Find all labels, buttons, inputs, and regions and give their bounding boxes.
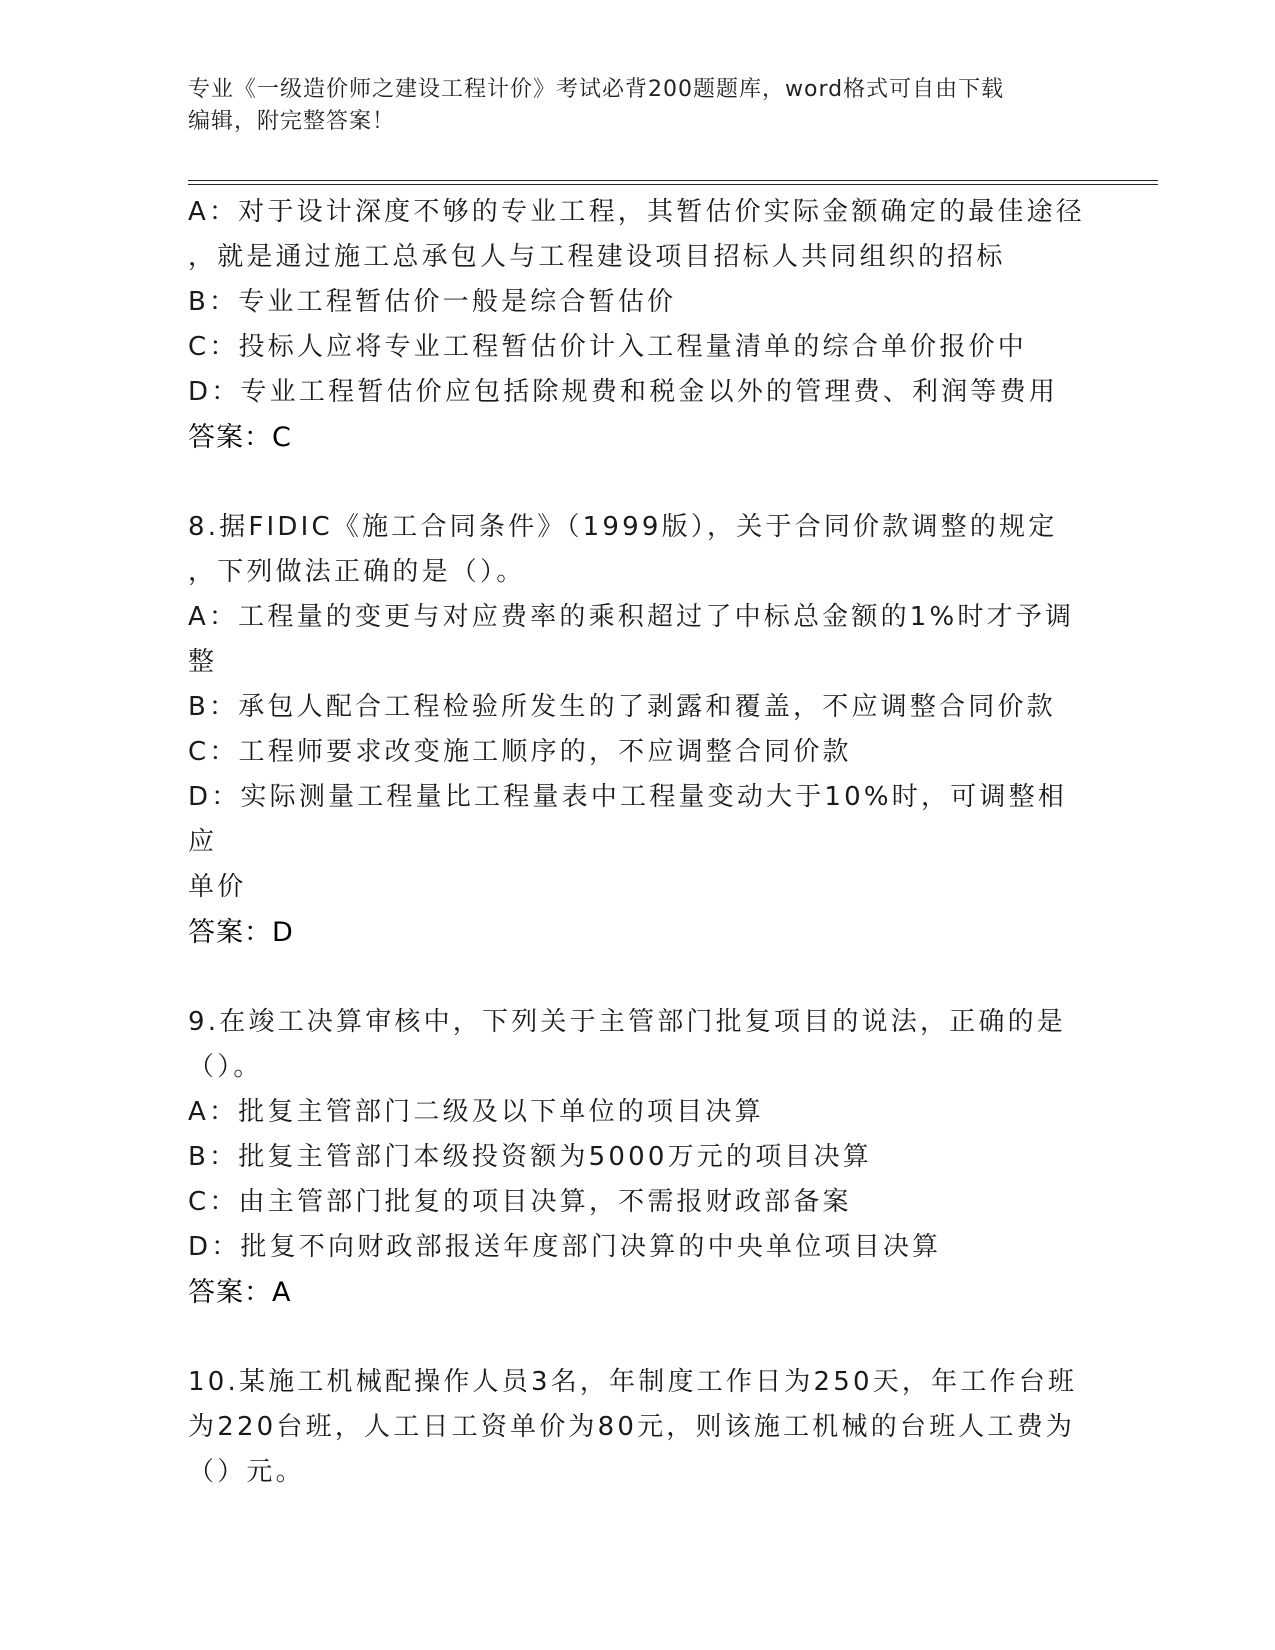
question-stem-line-2: ，下列做法正确的是（）。 xyxy=(188,557,526,587)
option-c: C：工程师要求改变施工顺序的，不应调整合同价款 xyxy=(188,737,852,767)
question-stem-line-2: 为220台班，人工日工资单价为80元，则该施工机械的台班人工费为 xyxy=(188,1412,1076,1442)
option-c: C：由主管部门批复的项目决算，不需报财政部备案 xyxy=(188,1187,852,1217)
option-d-line-2: 单价 xyxy=(188,872,247,902)
option-b: B：专业工程暂估价一般是综合暂估价 xyxy=(188,287,677,317)
question-stem-line-2: （）。 xyxy=(188,1052,263,1082)
header-title-line-2: 编辑，附完整答案！ xyxy=(188,109,396,134)
block-spacer xyxy=(188,460,1088,505)
header-title-line-1: 专业《一级造价师之建设工程计价》考试必背200题题库，word格式可自由下载 xyxy=(188,77,1005,102)
document-header xyxy=(188,74,1068,138)
question-stem-line-1: 9.在竣工决算审核中，下列关于主管部门批复项目的说法，正确的是 xyxy=(188,1007,1067,1037)
option-b: B：承包人配合工程检验所发生的了剥露和覆盖，不应调整合同价款 xyxy=(188,692,1056,722)
option-a-line-2: ，就是通过施工总承包人与工程建设项目招标人共同组织的招标 xyxy=(188,242,1006,272)
option-b: B：批复主管部门本级投资额为5000万元的项目决算 xyxy=(188,1142,873,1172)
question-block-8 xyxy=(188,505,1088,955)
option-d-line-1: D：实际测量工程量比工程量表中工程量变动大于10%时，可调整相应 xyxy=(188,782,1068,857)
question-stem-line-3: （）元。 xyxy=(188,1457,305,1487)
option-c: C：投标人应将专业工程暂估价计入工程量清单的综合单价报价中 xyxy=(188,332,1027,362)
question-block-10 xyxy=(188,1360,1088,1495)
option-a-line-2: 整 xyxy=(188,647,218,677)
question-block-7-options xyxy=(188,190,1088,460)
answer-label: 答案：C xyxy=(188,422,292,453)
answer-label: 答案：D xyxy=(188,917,294,948)
question-stem-line-1: 10.某施工机械配操作人员3名，年制度工作日为250天，年工作台班 xyxy=(188,1367,1078,1397)
option-d: D：专业工程暂估价应包括除规费和税金以外的管理费、利润等费用 xyxy=(188,377,1059,407)
option-a-line-1: A：对于设计深度不够的专业工程，其暂估价实际金额确定的最佳途径 xyxy=(188,197,1085,227)
answer-label: 答案：A xyxy=(188,1277,292,1308)
option-a: A：批复主管部门二级及以下单位的项目决算 xyxy=(188,1097,764,1127)
option-a-line-1: A：工程量的变更与对应费率的乘积超过了中标总金额的1%时才予调 xyxy=(188,602,1075,632)
header-double-rule xyxy=(188,180,1158,185)
block-spacer xyxy=(188,955,1088,1000)
question-block-9 xyxy=(188,1000,1088,1315)
document-body xyxy=(188,190,1088,1495)
block-spacer xyxy=(188,1315,1088,1360)
option-d: D：批复不向财政部报送年度部门决算的中央单位项目决算 xyxy=(188,1232,942,1262)
question-stem-line-1: 8.据FIDIC《施工合同条件》（1999版），关于合同价款调整的规定 xyxy=(188,512,1058,542)
